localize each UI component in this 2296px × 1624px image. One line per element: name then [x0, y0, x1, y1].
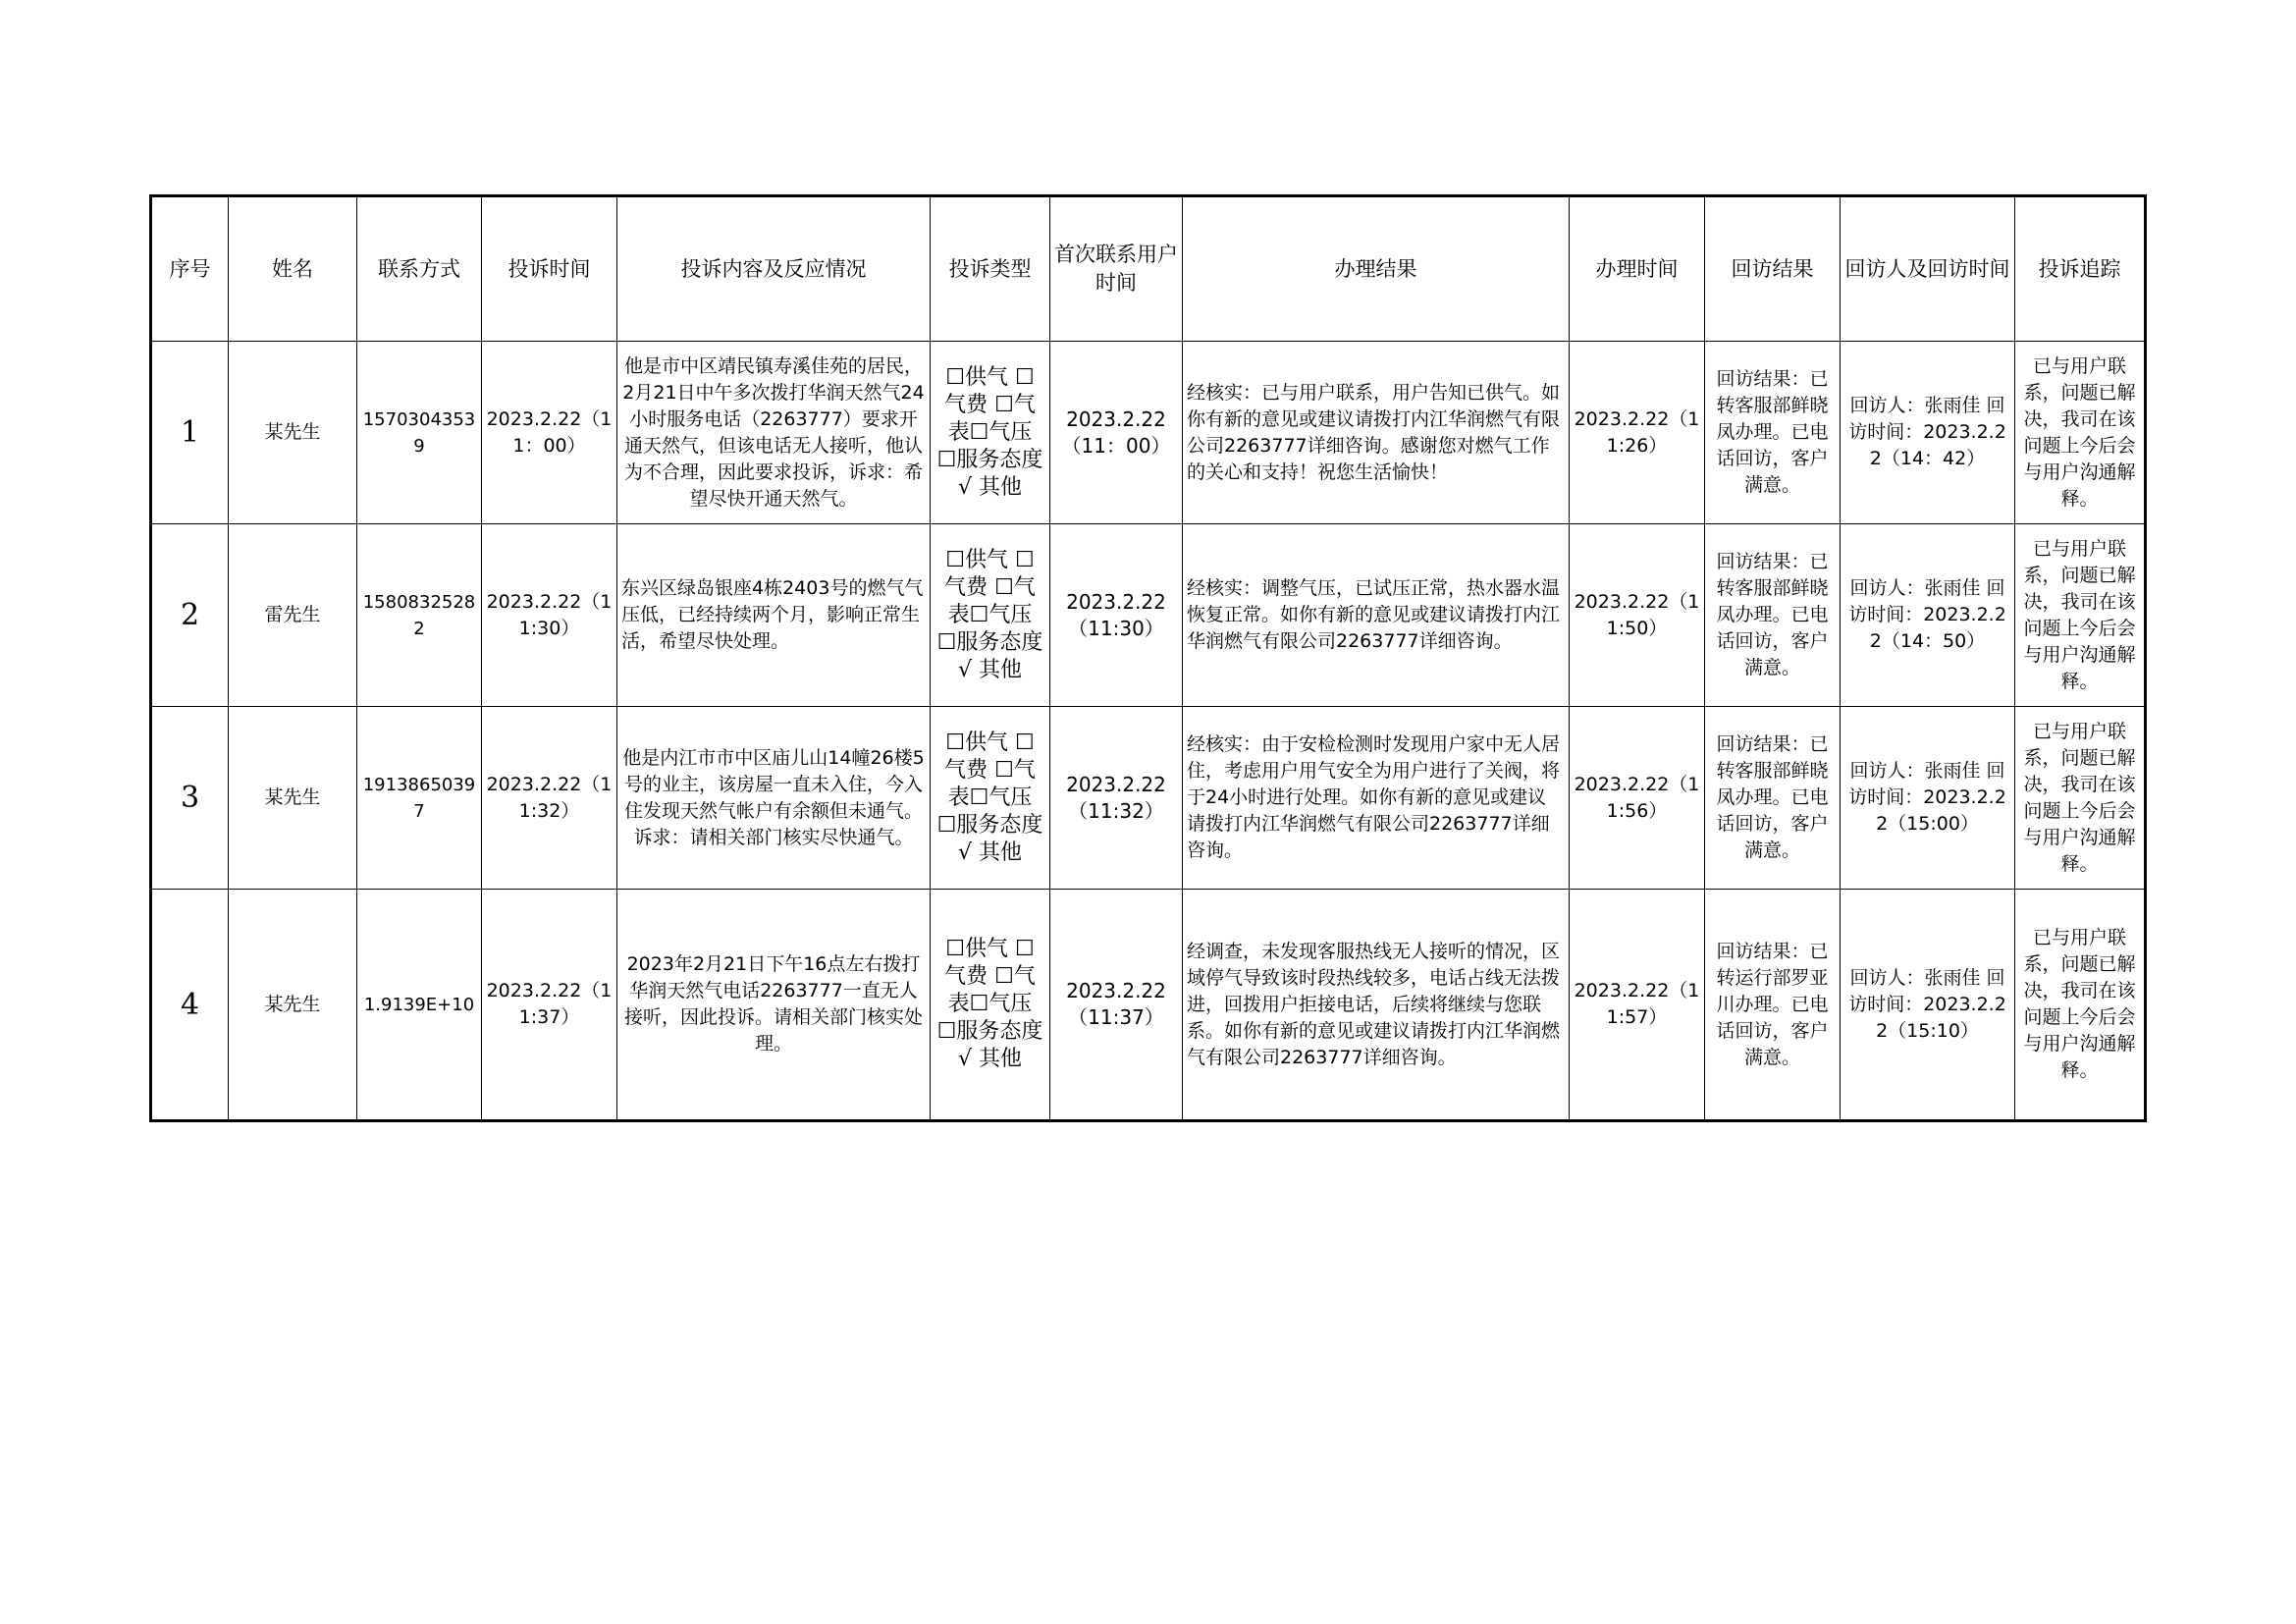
complaint-table: [149, 194, 2147, 1122]
complaint-time-cell: 2023.2.22（11:37）: [482, 890, 617, 1121]
header-handle-time: 办理时间: [1570, 196, 1705, 342]
revisit-person-cell: 回访人：张雨佳 回访时间：2023.2.22（14：42）: [1841, 342, 2015, 524]
header-name: 姓名: [229, 196, 357, 342]
name-cell: 雷先生: [229, 524, 357, 707]
content-cell: 东兴区绿岛银座4栋2403号的燃气气压低，已经持续两个月，影响正常生活，希望尽快处理。: [617, 524, 931, 707]
first-contact-cell: 2023.2.22（11:32）: [1050, 707, 1183, 890]
table-row: [151, 707, 2146, 890]
tracking-cell: 已与用户联系，问题已解决，我司在该问题上今后会与用户沟通解释。: [2015, 890, 2146, 1121]
first-contact-cell: 2023.2.22（11：00）: [1050, 342, 1183, 524]
complaint-time-cell: 2023.2.22（11:30）: [482, 524, 617, 707]
revisit-result-cell: 回访结果：已转客服部鲜晓凤办理。已电话回访，客户满意。: [1705, 524, 1841, 707]
complaint-time-cell: 2023.2.22（11:32）: [482, 707, 617, 890]
header-type: 投诉类型: [931, 196, 1050, 342]
result-cell: 经核实：已与用户联系，用户告知已供气。如你有新的意见或建议请拨打内江华润燃气有限公司2263777详细咨询。感谢您对燃气工作的关心和支持！祝您生活愉快！: [1183, 342, 1570, 524]
contact-cell: 19138650397: [357, 707, 482, 890]
header-complaint-time: 投诉时间: [482, 196, 617, 342]
table-row: [151, 342, 2146, 524]
header-contact: 联系方式: [357, 196, 482, 342]
first-contact-cell: 2023.2.22（11:37）: [1050, 890, 1183, 1121]
contact-cell: 1.9139E+10: [357, 890, 482, 1121]
complaint-time-cell: 2023.2.22（11：00）: [482, 342, 617, 524]
result-cell: 经核实：由于安检检测时发现用户家中无人居住，考虑用户用气安全为用户进行了关阀，将于24小时进行处理。如你有新的意见或建议请拨打内江华润燃气有限公司2263777详细咨询。: [1183, 707, 1570, 890]
name-cell: 某先生: [229, 342, 357, 524]
revisit-result-cell: 回访结果：已转客服部鲜晓凤办理。已电话回访，客户满意。: [1705, 707, 1841, 890]
seq-cell: 1: [151, 342, 229, 524]
table-row: [151, 524, 2146, 707]
seq-cell: 3: [151, 707, 229, 890]
content-cell: 2023年2月21日下午16点左右拨打华润天然气电话2263777一直无人接听，因此投诉。请相关部门核实处理。: [617, 890, 931, 1121]
result-cell: 经核实：调整气压，已试压正常，热水器水温恢复正常。如你有新的意见或建议请拨打内江华润燃气有限公司2263777详细咨询。: [1183, 524, 1570, 707]
header-revisit-result: 回访结果: [1705, 196, 1841, 342]
revisit-person-cell: 回访人：张雨佳 回访时间：2023.2.22（15:10）: [1841, 890, 2015, 1121]
revisit-result-cell: 回访结果：已转运行部罗亚川办理。已电话回访，客户满意。: [1705, 890, 1841, 1121]
result-cell: 经调查，未发现客服热线无人接听的情况，区域停气导致该时段热线较多，电话占线无法拨进，回拨用户拒接电话，后续将继续与您联系。如你有新的意见或建议请拨打内江华润燃气有限公司2263777详细咨询。: [1183, 890, 1570, 1121]
content-cell: 他是市中区靖民镇寿溪佳苑的居民，2月21日中午多次拨打华润天然气24小时服务电话（2263777）要求开通天然气，但该电话无人接听，他认为不合理，因此要求投诉，诉求：希望尽快开通天然气。: [617, 342, 931, 524]
tracking-cell: 已与用户联系，问题已解决，我司在该问题上今后会与用户沟通解释。: [2015, 524, 2146, 707]
header-row: [151, 196, 2146, 342]
type-cell: ☐供气 ☐气费 ☐气表☐气压 ☐服务态度 √ 其他: [931, 342, 1050, 524]
handle-time-cell: 2023.2.22（11:50）: [1570, 524, 1705, 707]
seq-cell: 2: [151, 524, 229, 707]
header-content: 投诉内容及反应情况: [617, 196, 931, 342]
type-cell: ☐供气 ☐气费 ☐气表☐气压 ☐服务态度 √ 其他: [931, 707, 1050, 890]
handle-time-cell: 2023.2.22（11:57）: [1570, 890, 1705, 1121]
header-revisit-person: 回访人及回访时间: [1841, 196, 2015, 342]
revisit-person-cell: 回访人：张雨佳 回访时间：2023.2.22（15:00）: [1841, 707, 2015, 890]
tracking-cell: 已与用户联系，问题已解决，我司在该问题上今后会与用户沟通解释。: [2015, 342, 2146, 524]
type-cell: ☐供气 ☐气费 ☐气表☐气压 ☐服务态度 √ 其他: [931, 524, 1050, 707]
header-result: 办理结果: [1183, 196, 1570, 342]
header-first-contact: 首次联系用户时间: [1050, 196, 1183, 342]
table-row: [151, 890, 2146, 1121]
first-contact-cell: 2023.2.22（11:30）: [1050, 524, 1183, 707]
header-seq: 序号: [151, 196, 229, 342]
tracking-cell: 已与用户联系，问题已解决，我司在该问题上今后会与用户沟通解释。: [2015, 707, 2146, 890]
name-cell: 某先生: [229, 890, 357, 1121]
seq-cell: 4: [151, 890, 229, 1121]
contact-cell: 15808325282: [357, 524, 482, 707]
revisit-result-cell: 回访结果：已转客服部鲜晓凤办理。已电话回访，客户满意。: [1705, 342, 1841, 524]
type-cell: ☐供气 ☐气费 ☐气表☐气压 ☐服务态度 √ 其他: [931, 890, 1050, 1121]
header-tracking: 投诉追踪: [2015, 196, 2146, 342]
name-cell: 某先生: [229, 707, 357, 890]
contact-cell: 15703043539: [357, 342, 482, 524]
handle-time-cell: 2023.2.22（11:56）: [1570, 707, 1705, 890]
content-cell: 他是内江市市中区庙儿山14幢26楼5号的业主，该房屋一直未入住，今入住发现天然气帐户有余额但未通气。诉求：请相关部门核实尽快通气。: [617, 707, 931, 890]
handle-time-cell: 2023.2.22（11:26）: [1570, 342, 1705, 524]
revisit-person-cell: 回访人：张雨佳 回访时间：2023.2.22（14：50）: [1841, 524, 2015, 707]
